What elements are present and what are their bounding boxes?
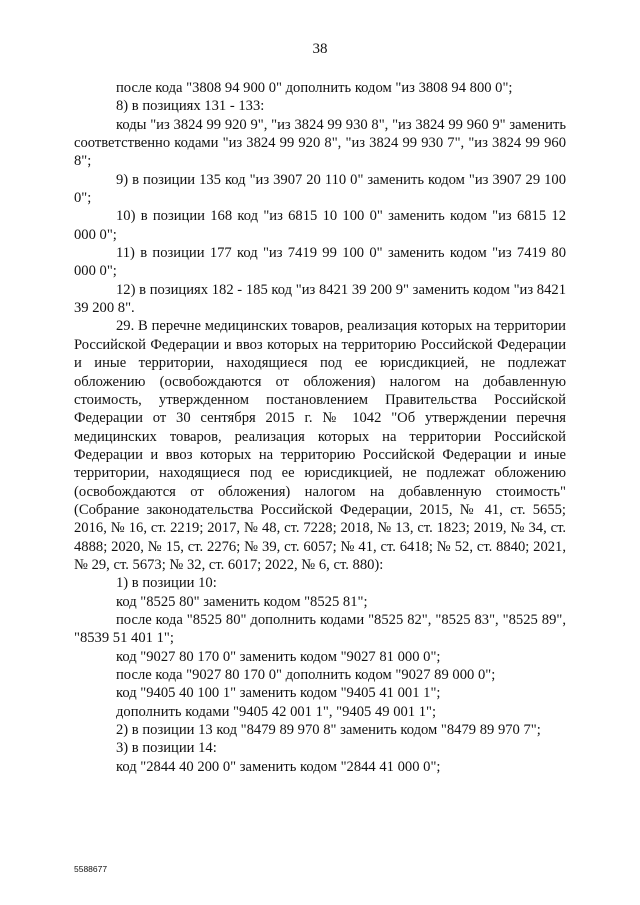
paragraph: 11) в позиции 177 код "из 7419 99 100 0" заменить кодом "из 7419 80 000 0";	[74, 245, 566, 280]
paragraph: 12) в позициях 182 - 185 код "из 8421 39 200 9" заменить кодом "из 8421 39 200 8".	[74, 281, 566, 317]
paragraph: 10) в позиции 168 код "из 6815 10 100 0" заменить кодом "из 6815 12 000 0";	[74, 208, 566, 243]
paragraph: 8) в позициях 131 - 133:	[116, 98, 265, 115]
paragraph: 1) в позиции 10:	[116, 575, 217, 592]
paragraph: код "9027 80 170 0" заменить кодом "9027 81 000 0";	[116, 648, 441, 665]
paragraph: дополнить кодами "9405 42 001 1", "9405 49 001 1";	[116, 703, 437, 720]
paragraph: 2) в позиции 13 код "8479 89 970 8" заменить кодом "8479 89 970 7";	[116, 722, 541, 739]
paragraph: код "9405 40 100 1" заменить кодом "9405 41 001 1";	[116, 685, 441, 702]
paragraph: 3) в позиции 14:	[116, 740, 217, 757]
paragraph: код "8525 80" заменить кодом "8525 81";	[116, 593, 368, 610]
paragraph: коды "из 3824 99 920 9", "из 3824 99 930 8", "из 3824 99 960 9" заменить соответственно кодами "из 3824 99 920 8", "из 3824 99 930 7", "из 3824 99 960 8";	[74, 116, 566, 170]
paragraph: код "2844 40 200 0" заменить кодом "2844 41 000 0";	[116, 758, 441, 775]
document-body	[74, 79, 566, 776]
footer-code: 5588677	[74, 864, 108, 874]
paragraph: после кода "3808 94 900 0" дополнить кодом "из 3808 94 800 0";	[116, 80, 513, 96]
paragraph: 29. В перечне медицинских товаров, реализация которых на территории Российской Федерации и ввоз которых на территорию Российской Федерации и иные территории, находящиеся под ее юрисдикцией, не подлежат обложению (освобождаются от обложения) налогом на добавленную стоимость, утвержденном постановлением Правительства Российской Федерации от 30 сентября 2015 г. № 1042 "Об утверждении перечня медицинских товаров, реализация которых на территории Российской Федерации и ввоз которых на территорию Российской Федерации и иные территории, находящиеся под ее юрисдикцией, не подлежат обложению (освобождаются от обложения) налогом на добавленную стоимость" (Собрание законодательства Российской Федерации, 2015, № 41, ст. 5655; 2016, № 16, ст. 2219; 2017, № 48, ст. 7228; 2018, № 13, ст. 1823; 2019, № 34, ст. 4888; 2020, № 15, ст. 2276; № 39, ст. 6057; № 41, ст. 6418; № 52, ст. 8840; 2021, № 29, ст. 5673; № 32, ст. 6017; 2022, № 6, ст. 880):	[74, 318, 566, 573]
paragraph: после кода "8525 80" дополнить кодами "8525 82", "8525 83", "8525 89", "8539 51 401 1";	[74, 611, 566, 647]
page-number: 38	[312, 41, 328, 57]
paragraph: после кода "9027 80 170 0" дополнить кодом "9027 89 000 0";	[116, 667, 496, 683]
paragraph: 9) в позиции 135 код "из 3907 20 110 0" заменить кодом "из 3907 29 100 0";	[74, 171, 566, 207]
